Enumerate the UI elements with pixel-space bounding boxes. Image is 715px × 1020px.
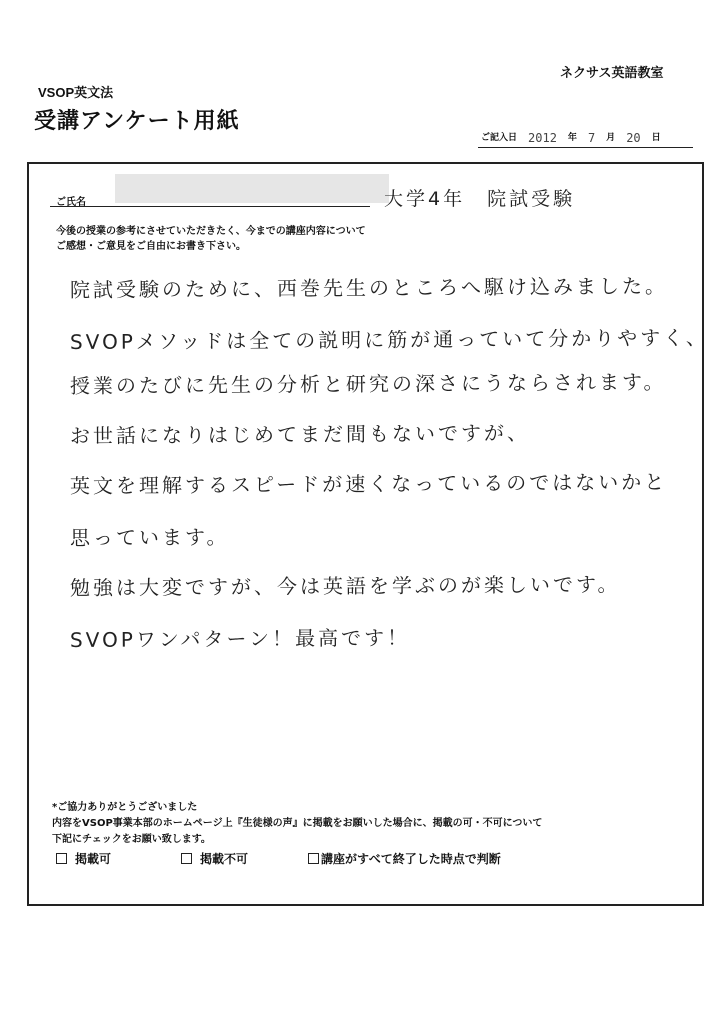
publish-options bbox=[56, 850, 616, 867]
comment-line: 英文を理解するスピードが速くなっているのではないかと bbox=[69, 469, 668, 498]
instruction-line: 今後の授業の参考にさせていただきたく、今までの講座内容について bbox=[56, 226, 366, 237]
name-underline bbox=[50, 206, 370, 207]
option-label: 掲載不可 bbox=[200, 852, 249, 866]
option-label: 掲載可 bbox=[75, 852, 112, 866]
comment-line: 院試受験のために、西巻先生のところへ駆け込みました。 bbox=[69, 273, 669, 302]
comment-line: 授業のたびに先生の分析と研究の深さにうならされます。 bbox=[69, 369, 667, 398]
option-publish-ok[interactable] bbox=[56, 850, 111, 867]
option-label: 講座がすべて終了した時点で判断 bbox=[321, 852, 501, 866]
date-day-unit: 日 bbox=[651, 133, 661, 143]
instructions bbox=[56, 224, 476, 254]
checkbox-icon[interactable] bbox=[308, 853, 319, 864]
footer-line: *ご協力ありがとうございました bbox=[52, 802, 198, 813]
page-title: 受講アンケート用紙 bbox=[34, 109, 240, 134]
date-day: 20 bbox=[626, 131, 641, 145]
comment-line: SVOPワンパターン！最高です！ bbox=[69, 625, 411, 652]
footer-line: 下記にチェックをお願い致します。 bbox=[52, 834, 211, 845]
school-name: ネクサス英語教室 bbox=[560, 66, 664, 81]
name-label: ご氏名 bbox=[56, 197, 86, 208]
date-month: 7 bbox=[587, 131, 596, 145]
comment-line: お世話になりはじめてまだ間もないですが、 bbox=[69, 420, 531, 448]
option-publish-ng[interactable] bbox=[181, 850, 248, 867]
date-year-unit: 年 bbox=[567, 133, 577, 143]
name-handwritten: 大学4年 院試受験 bbox=[384, 188, 576, 210]
date-year: 2012 bbox=[528, 131, 557, 145]
checkbox-icon[interactable] bbox=[181, 853, 192, 864]
comment-line: 勉強は大変ですが、今は英語を学ぶのが楽しいです。 bbox=[69, 572, 621, 600]
instruction-line: ご感想・ご意見をご自由にお書き下さい。 bbox=[56, 241, 246, 252]
comment-line: SVOPメソッドは全ての説明に筋が通っていて分かりやすく、 bbox=[69, 325, 709, 354]
footer-line: 内容をVSOP事業本部のホームページ上『生徒様の声』に掲載をお願いした場合に、掲載の可・不可について bbox=[52, 818, 543, 829]
date-month-unit: 月 bbox=[606, 133, 616, 143]
checkbox-icon[interactable] bbox=[56, 853, 67, 864]
footer-note bbox=[52, 800, 672, 848]
date-row bbox=[478, 130, 693, 148]
redacted-name-block bbox=[115, 174, 389, 203]
course-series: VSOP英文法 bbox=[38, 85, 114, 100]
date-label: ご記入日 bbox=[481, 133, 518, 143]
option-decide-later[interactable] bbox=[308, 850, 501, 867]
comment-line: 思っています。 bbox=[69, 524, 230, 550]
